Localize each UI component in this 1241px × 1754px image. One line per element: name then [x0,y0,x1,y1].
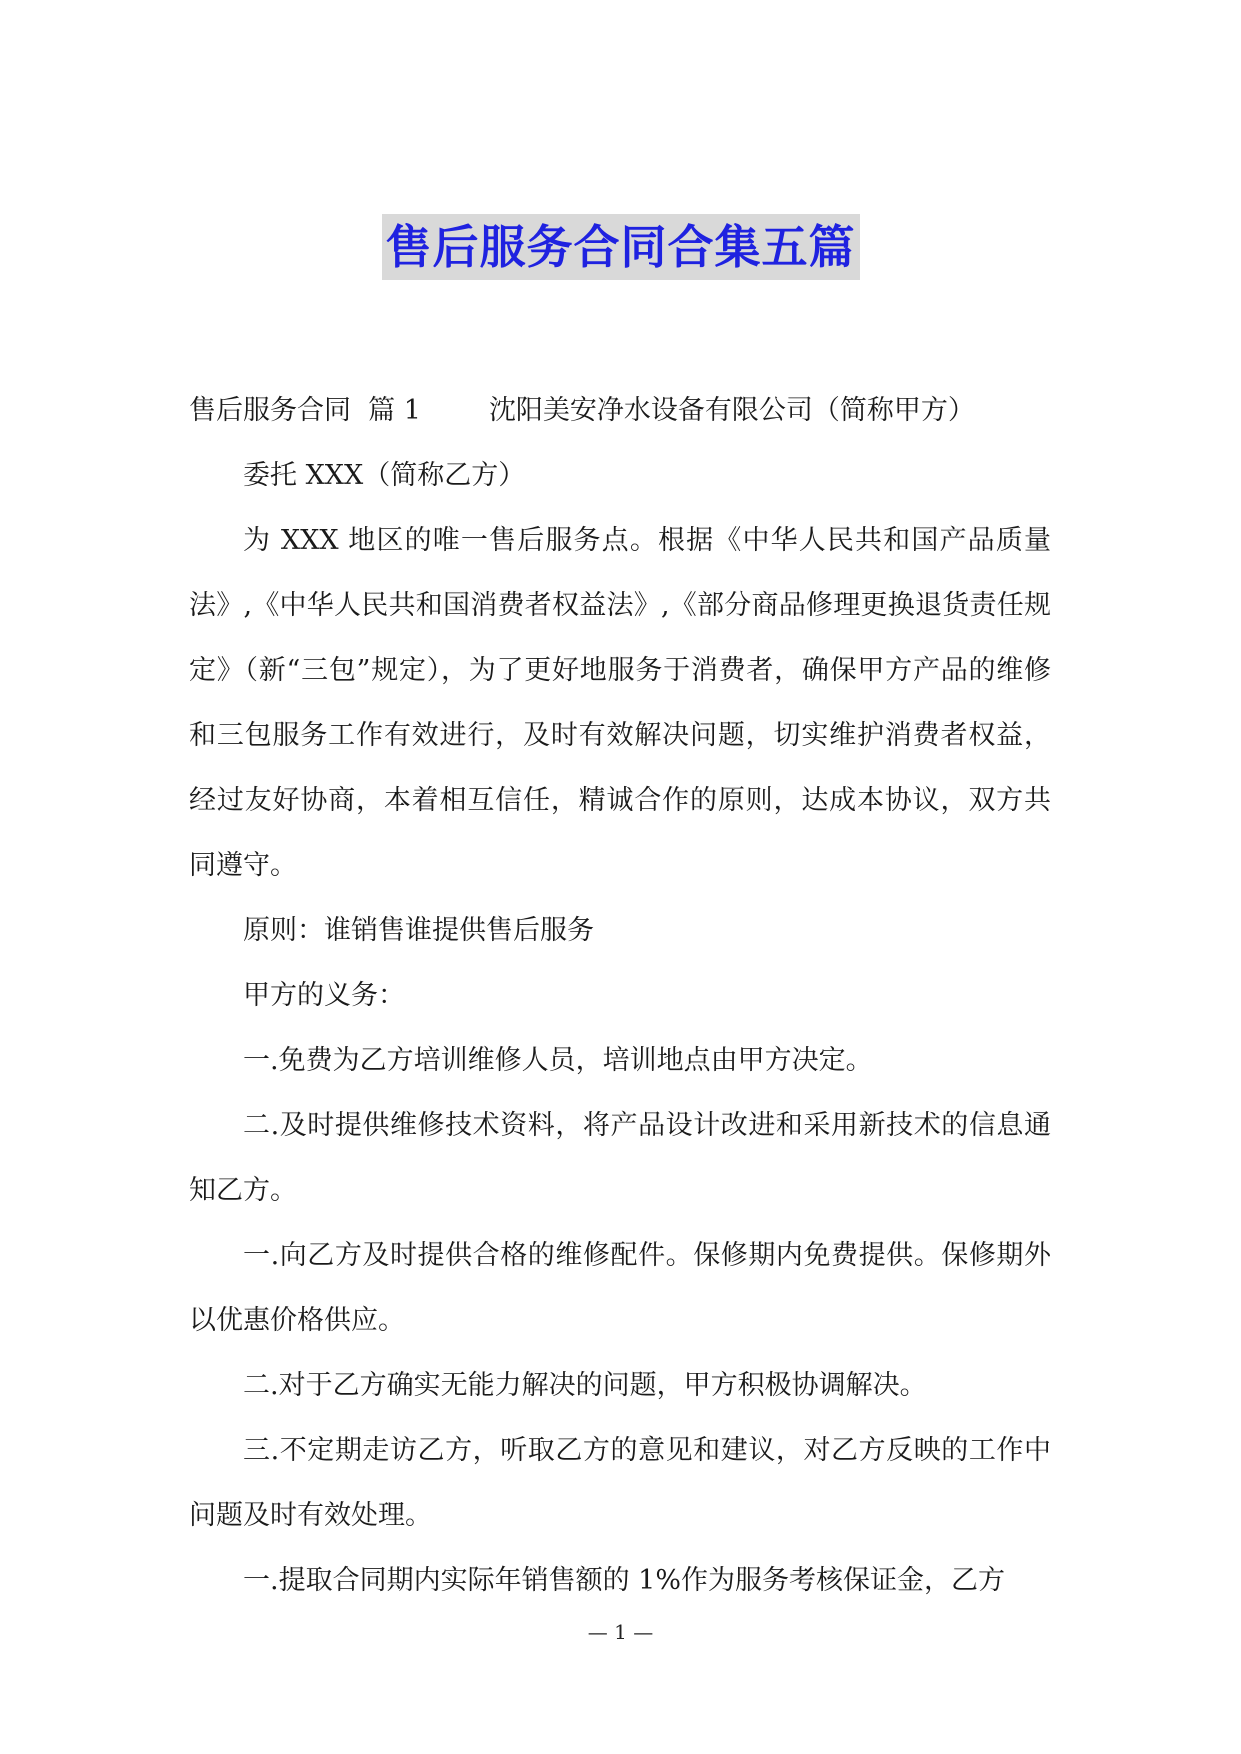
paragraph-clause: 一.向乙方及时提供合格的维修配件。保修期内免费提供。保修期外以优惠价格供应。 [189,1240,1051,1336]
title-container [0,214,1241,280]
paragraph-obligations-heading: 甲方的义务： [243,980,405,1011]
first-line [189,378,1051,443]
paragraph-clause: 二.及时提供维修技术资料，将产品设计改进和采用新技术的信息通知乙方。 [189,1110,1051,1206]
document-body [189,378,1051,1613]
document-title: 售后服务合同合集五篇 [382,214,860,280]
paragraph-preamble: 为 XXX 地区的唯一售后服务点。根据《中华人民共和国产品质量法》,《中华人民共和国消费者权益法》,《部分商品修理更换退货责任规定》（新“三包”规定），为了更好地服务于消费者，确保甲方产品的维修和三包服务工作有效进行，及时有效解决问题，切实维护消费者权益，经过友好协商，本着相互信任，精诚合作的原则，达成本协议，双方共同遵守。 [189,525,1051,881]
paragraph-clause: 一.免费为乙方培训维修人员，培训地点由甲方决定。 [243,1045,873,1076]
page-number: — 1 — [587,1620,654,1644]
paragraph-clause: 一.提取合同期内实际年销售额的 1%作为服务考核保证金，乙方 [243,1565,1005,1596]
party-a-text: 沈阳美安净水设备有限公司（简称甲方） [488,395,975,426]
paragraph-clause: 二.对于乙方确实无能力解决的问题，甲方积极协调解决。 [243,1370,927,1401]
paragraph-principle: 原则：谁销售谁提供售后服务 [243,915,594,946]
paragraph-party-b: 委托 XXX（简称乙方） [243,460,526,491]
section-label: 售后服务合同 篇 1 [189,395,421,426]
paragraph-clause: 三.不定期走访乙方，听取乙方的意见和建议，对乙方反映的工作中问题及时有效处理。 [189,1435,1051,1531]
